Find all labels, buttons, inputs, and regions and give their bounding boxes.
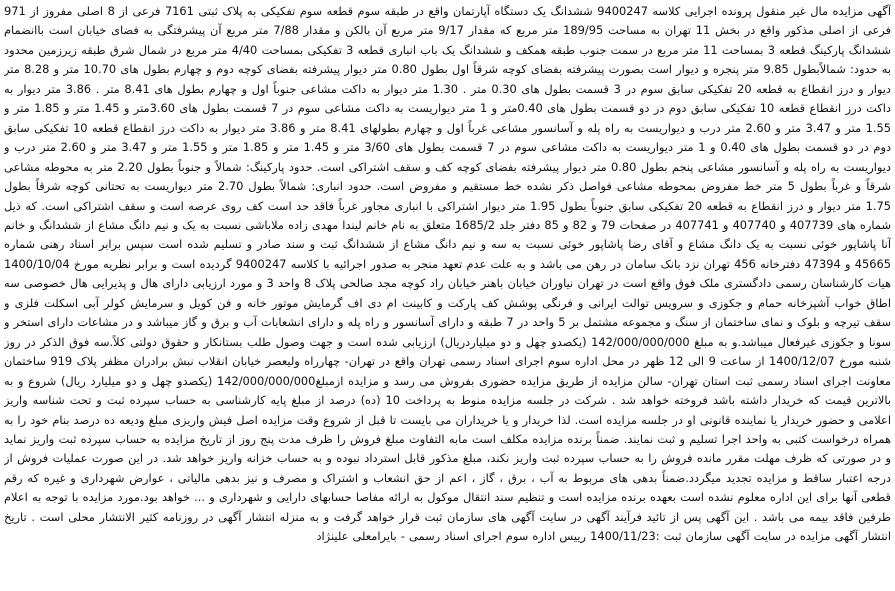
notice-body: آگهی مزایده مال غیر منقول پرونده اجرایی کلاسه 9400247 ششدانگ یک دستگاه آپارتمان واقع در طبقه سوم قطعه سوم تفکیکی به پلاک ثبتی 7161 فرعی از 8 اصلی مفروز از 971 فرعی از اصلی مذکور واقع در بخش 11 تهران به مساحت 189/95 متر مربع که مقدار 9/17 متر مربع آن بالکن و مقدار 7/88 متر مربع آن پیشرفتگی به فضای خیابان است باانضمام ششدانگ پارکینگ قطعه 3 بمساحت 11 متر مربع در سمت جنوب طبقه همکف و ششدانگ یک باب انباری قطعه 3 تفکیکی بمساحت 4/40 متر مربع در شمال شرق طبقه زیرزمین محدود به حدود: شمالاًبطول 9.85 متر پنجره و دیوار است بصورت پیشرفته بفضای کوچه شرقاً اول بطول 0.80 متر دیوار پیشرفته بفضای کوچه دوم و چهارم بطول های 10.70 متر و 8.28 متر دیوار و درز انقطاع به قطعه 20 تفکیکی سابق سوم در 3 قسمت بطول های 0.30 متر . 1.30 متر دیوار به داکت مشاعی جنوباً اول و چهارم بطول های 8.41 متر . 3.86 متر دیوار به داکت درز انقطاع قطعه 10 تفکیکی سابق دوم در دو قسمت بطول های 0.40متر و 1 متر دیواریست به داکت مشاعی سوم در 7 قسمت بطول های 3.60متر و 1.45 متر و 1.85 متر و 1.55 متر و 3.47 متر و 2.60 متر درب و دیواریست به راه پله و آسانسور مشاعی غرباً اول و چهارم بطولهای 8.41 متر و 3.86 متر دیوار به داکت درز انقطاع قطعه 10 تفکیکی سابق دوم در دو قسمت بطول های 0.40 و 1 متر دیواریست به داکت مشاعی سوم در 7 قسمت بطول های 3/60 متر و 1.45 متر و 1.85 متر و 1.55 متر و 3.47 متر و 2.60 متر درب و دیواریست به راه پله و آسانسور مشاعی پنجم بطول 0.80 متر دیوار پیشرفته بفضای کوچه کف و سقف اشتراکی است. حدود پارکینگ: شمالاً و جنوباً بطول 2.20 متر به محوطه مشاعی شرقاً و غرباً بطول 5 متر خط مفروض بمحوطه مشاعی فواصل ذکر نشده خط مستقیم و مفروض است. حدود انباری: شمالاً بطول 2.70 متر دیواریست به تحتانی کوچه شرقاً بطول 1.75 متر دیوار و درز انقطاع به قطعه 20 تفکیکی سابق جنوباً بطول 1.95 متر دیوار اشتراکی با انباری مجاور غرباً فاقد حد است کف روی عرصه است و سقف اشتراکی است. که ذیل شماره های 407739 و 407740 و 407741 در صفحات 79 و 82 و 85 دفتر جلد 1685/2 متعلق به نام خانم لیندا مهدی زاده ملاباشی نسبت به یک و نیم دانگ مشاع از ششدانگ و خانم آنا پاشاپور خوئی نسبت به یک دانگ مشاع و آقای رضا پاشاپور خوئی نسبت به سه و نیم دانگ مشاع از ششدانگ ثبت و سند صادر و تسلیم شده است سپس برابر اسناد رهنی شماره 45665 و 47394 دفترخانه 456 تهران نزد بانک سامان در رهن می باشد و به علت عدم تعهد منجر به صدور اجرائیه با کلاسه 9400247 گردیده است و برابر نظریه مورخ 1400/10/04 هیات کارشناسان رسمی دادگستری ملک فوق واقع است در تهران نیاوران خیابان باهنر خیابان راد کوچه مجد صالحی پلاک 8 واحد 3 و مورد ارزیابی دارای هال و پذیرایی هال خصوصی سه اطاق خواب آشپزخانه حمام و جکوزی و سرویس توالت ایرانی و فرنگی پوشش کف پارکت و کابینت ام دی اف گرمایش موتور خانه و فن کویل و سرمایش کولر آبی اسکلت فلزی و سقف تیرچه و بلوک و نمای ساختمان از سنگ و مجموعه مشتمل بر 5 واحد در 7 طبقه و دارای آسانسور و راه پله و دارای انشعابات آب و برق و گاز میباشد و در مشاعات دارای استخر و سونا و جکوزی غیرفعال میباشد.و به مبلغ 142/000/000/000 (یکصدو چهل و دو میلیاردریال) ارزیابی شده است و جهت وصول طلب بستانکار و حقوق دولتی کلاً.سه فوق الذکر در روز شنبه مورخ 1400/12/07 از ساعت 9 الی 12 ظهر در محل اداره سوم اجرای اسناد رسمی تهران واقع در تهران- چهارراه ولیعصر خیابان انقلاب نبش برادران مظفر پلاک 919 ساختمان معاونت اجرای اسناد رسمی ثبت استان تهران- سالن مزایده از طریق مزایده حضوری بفروش می رسد و مزایده ازمبلغ142/000/000/000 (یکصدو چهل و دو میلیارد ریال) شروع و به بالاترین قیمت که خریدار داشته باشد فروخته خواهد شد . شرکت در جلسه مزایده منوط به پرداخت 10 (ده) درصد از مبلغ پایه کارشناسی به حساب سپرده ثبت و تحت شناسه واریز اعلامی و حضور خریدار یا نماینده قانونی او در جلسه مزایده است. لذا خریدار و یا خریداران می بایست تا قبل از شروع وقت مزایده اصل فیش واریزی مبلغ ودیعه ده درصد بنام خود را به همراه درخواست کتبی به واحد اجرا تسلیم و ثبت نمایند. ضمناً برنده مزایده مکلف است مابه التفاوت مبلغ فروش را ظرف مدت پنج روز از تاریخ مزایده به حساب سپرده ثبت واریز نماید و در صورتی که ظرف مهلت مقرر مانده فروش را به حساب سپرده ثبت واریز نکند، مبلغ مذکور قابل استرداد نبوده و به حساب خزانه واریز خواهد شد. در این صورت عملیات فروش از درجه اعتبار ساقط و مزایده تجدید میگردد.ضمناً بدهی های مربوط به آب ، برق ، گاز ، اعم از حق انشعاب و اشتراک و مصرف و نیز بدهی مالیاتی ، عوارض شهرداری و غیره که رقم قطعی آنها برای این اداره معلوم نشده است بعهده برنده مزایده است و تنظیم سند انتقال موکول به ارائه مفاصا حسابهای دارایی و شهرداری و ... خواهد بود.مورد مزایده با توجه به اعلام طرفین فاقد بیمه می باشد . این آگهی پس از تائید فرآیند آگهی در سایت آگهی های سازمان ثبت قرار خواهد گرفت و به منزله انتشار آگهی در روزنامه کثیر الانتشار محلی است . تاریخ انتشار آگهی مزایده در سایت آگهی سازمان ثبت :1400/11/23 رییس اداره سوم اجرای اسناد رسمی [4, 4, 891, 544]
auction-notice-text [4, 2, 891, 589]
notice-signature: - بایرامعلی علینژاد [316, 529, 405, 544]
